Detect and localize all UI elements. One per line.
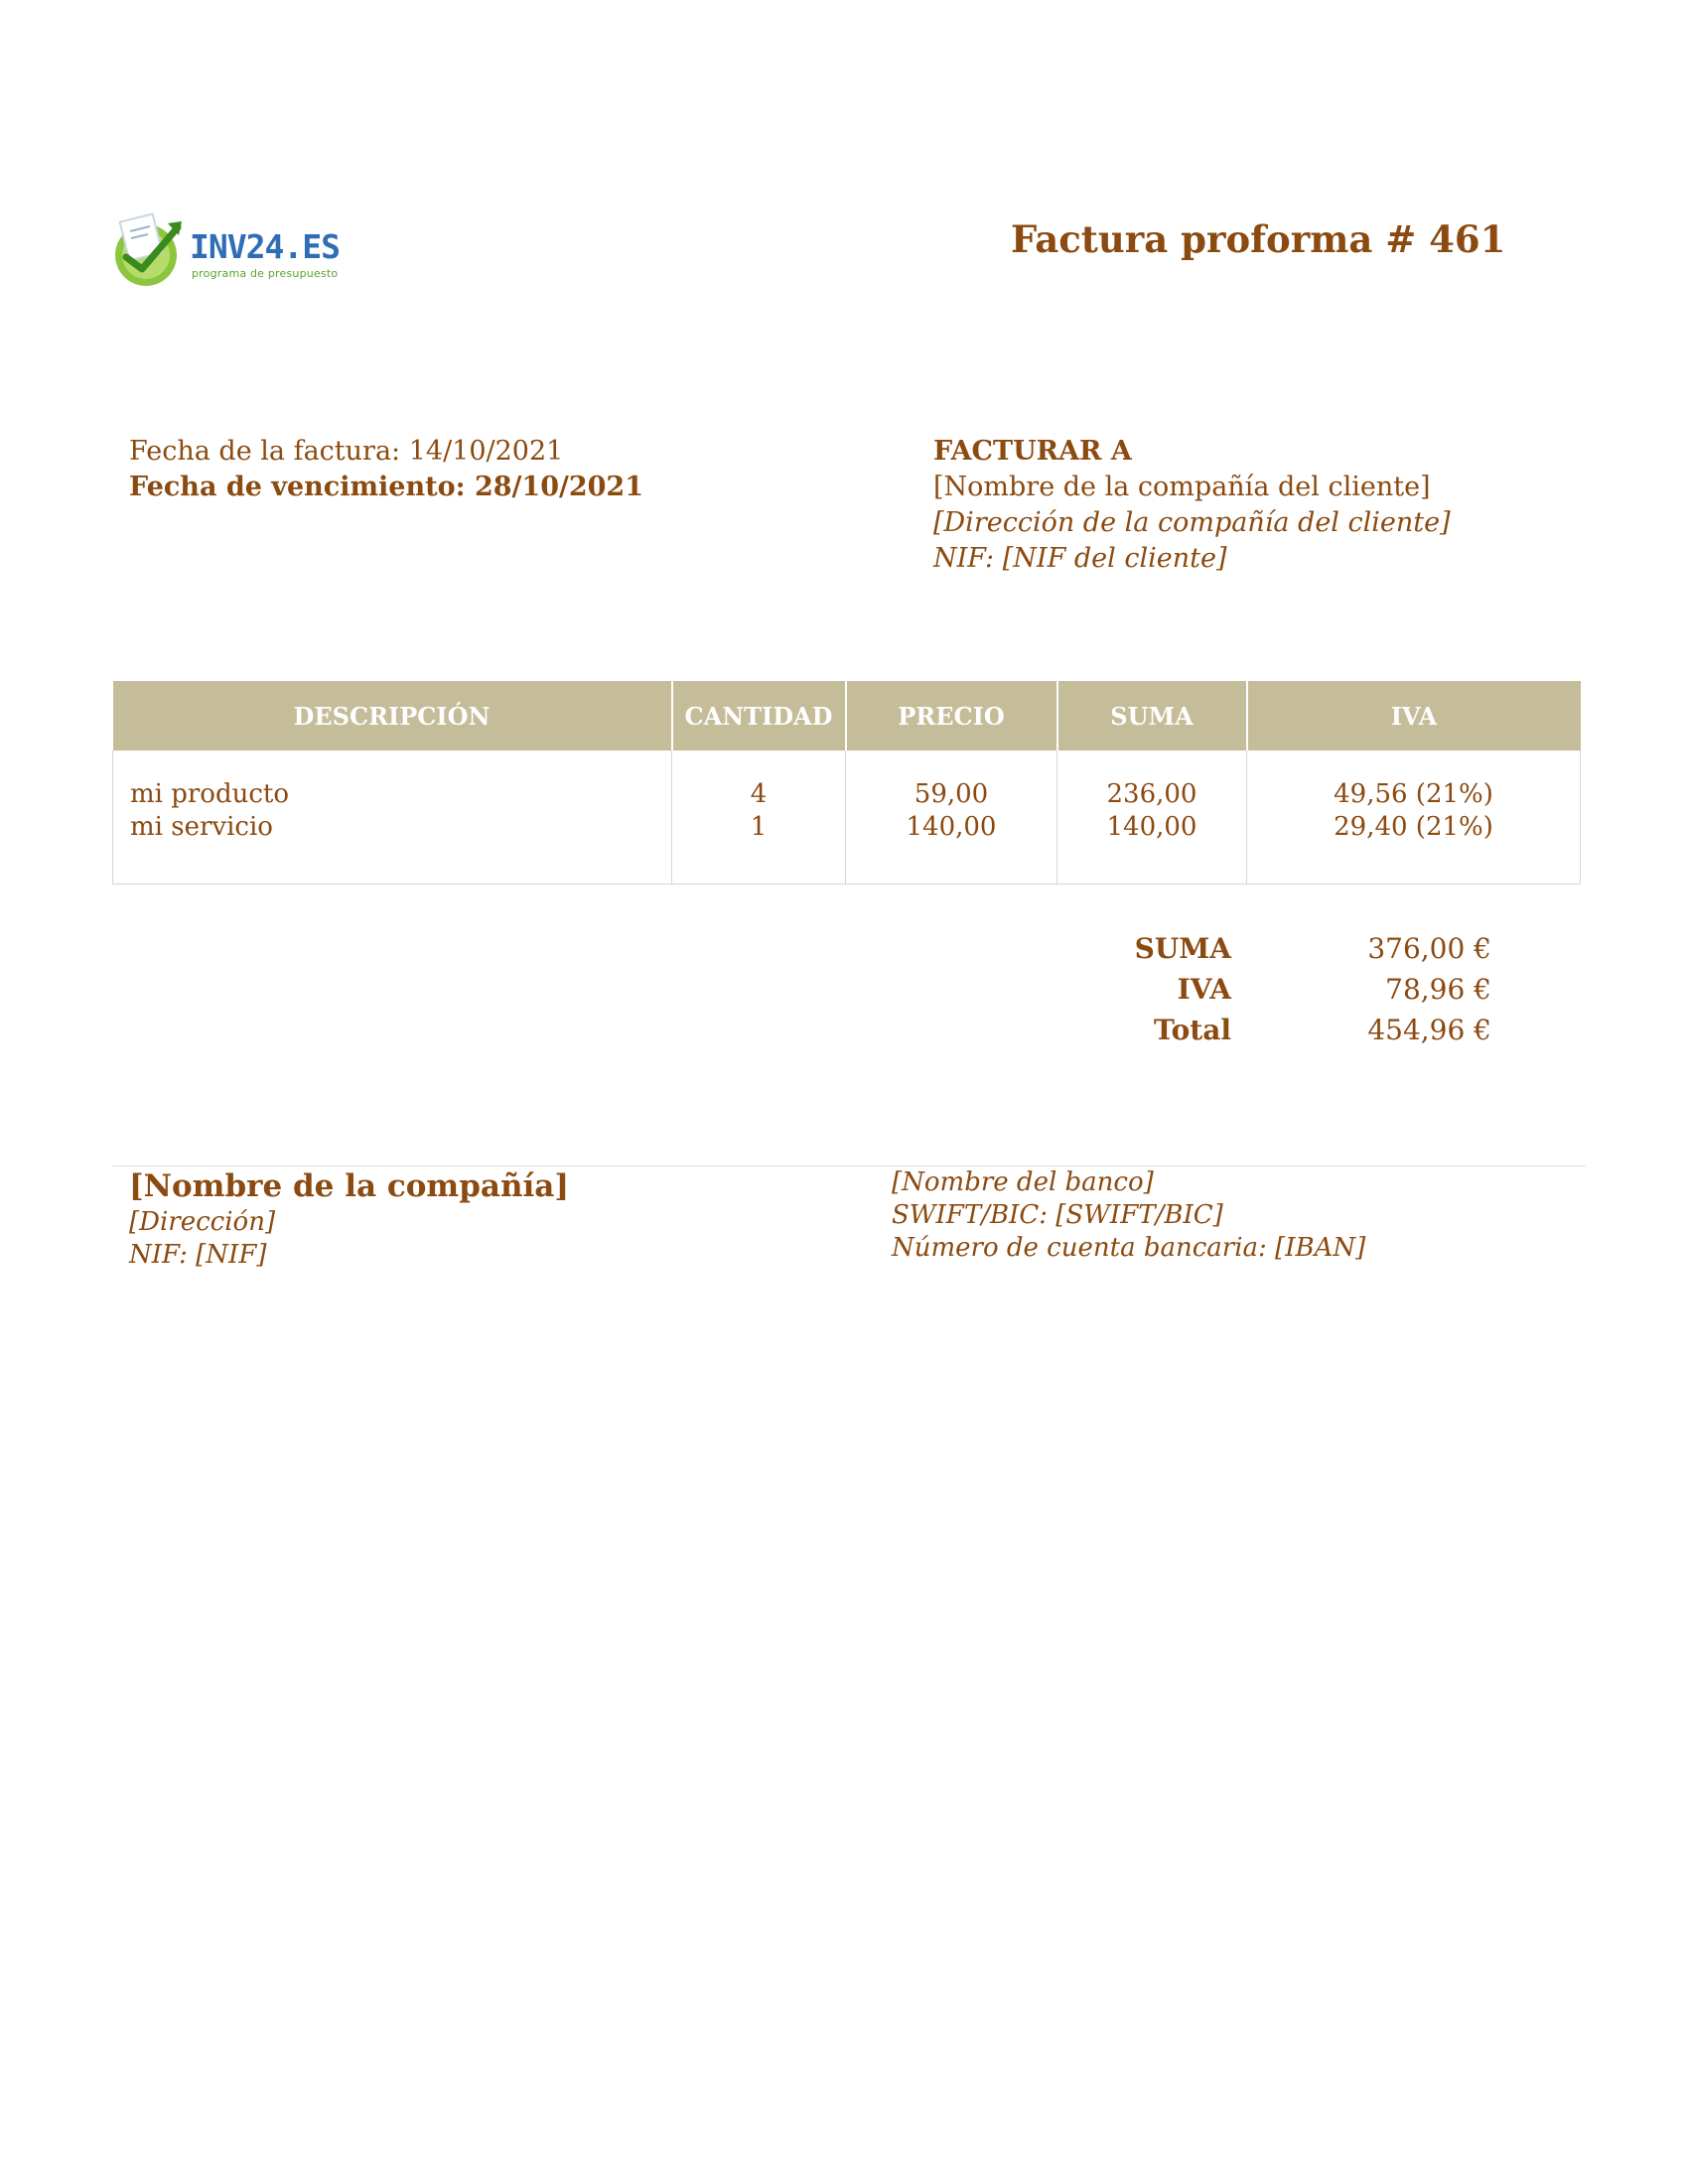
invoice-date: Fecha de la factura: 14/10/2021 bbox=[129, 436, 564, 467]
column-header-sum: SUMA bbox=[1057, 681, 1247, 751]
bank-name: [Nombre del banco] bbox=[892, 1167, 1154, 1197]
items-table bbox=[112, 681, 1581, 885]
item-description: mi servicio bbox=[130, 812, 273, 842]
sum-cell bbox=[1057, 751, 1247, 885]
vat-label: IVA bbox=[1177, 973, 1231, 1006]
column-header-description: DESCRIPCIÓN bbox=[113, 681, 672, 751]
totals-vat-row bbox=[1092, 969, 1509, 1010]
description-cell bbox=[113, 751, 672, 885]
item-price: 140,00 bbox=[906, 812, 997, 842]
due-date: Fecha de vencimiento: 28/10/2021 bbox=[129, 472, 643, 502]
item-sum: 140,00 bbox=[1106, 812, 1197, 842]
price-cell bbox=[846, 751, 1057, 885]
logo-tagline: programa de presupuesto bbox=[192, 267, 339, 280]
totals-total-row bbox=[1092, 1010, 1509, 1050]
client-address: [Dirección de la compañía del cliente] bbox=[933, 507, 1451, 538]
client-company: [Nombre de la compañía del cliente] bbox=[933, 472, 1431, 502]
table-row bbox=[113, 751, 1581, 885]
invoice-dates bbox=[129, 434, 643, 505]
company-nif: NIF: [NIF] bbox=[129, 1240, 267, 1270]
bill-to bbox=[933, 434, 1451, 577]
item-vat: 49,56 (21%) bbox=[1334, 779, 1493, 809]
item-sum: 236,00 bbox=[1106, 779, 1197, 809]
logo-check-icon bbox=[112, 211, 186, 289]
column-header-price: PRECIO bbox=[846, 681, 1057, 751]
company-info bbox=[129, 1166, 569, 1272]
logo bbox=[112, 211, 340, 291]
totals-sum-row bbox=[1092, 928, 1509, 969]
item-description: mi producto bbox=[130, 779, 290, 809]
item-vat: 29,40 (21%) bbox=[1334, 812, 1493, 842]
item-quantity: 4 bbox=[750, 779, 768, 809]
sum-label: SUMA bbox=[1134, 932, 1231, 965]
quantity-cell bbox=[672, 751, 846, 885]
logo-name: INV24.ES bbox=[190, 227, 340, 266]
column-header-vat: IVA bbox=[1247, 681, 1581, 751]
company-address: [Dirección] bbox=[129, 1207, 276, 1237]
table-header-row bbox=[113, 681, 1581, 751]
sum-value: 376,00 € bbox=[1367, 932, 1491, 965]
company-name: [Nombre de la compañía] bbox=[129, 1168, 570, 1204]
bank-swift: SWIFT/BIC: [SWIFT/BIC] bbox=[892, 1200, 1223, 1230]
bank-iban: Número de cuenta bancaria: [IBAN] bbox=[892, 1233, 1366, 1263]
item-quantity: 1 bbox=[750, 812, 768, 842]
vat-value: 78,96 € bbox=[1385, 973, 1491, 1006]
bill-to-heading: FACTURAR A bbox=[933, 436, 1132, 467]
client-nif: NIF: [NIF del cliente] bbox=[933, 543, 1227, 574]
bank-info bbox=[892, 1166, 1365, 1265]
total-value: 454,96 € bbox=[1367, 1014, 1491, 1046]
vat-cell bbox=[1247, 751, 1581, 885]
totals bbox=[1092, 928, 1509, 1050]
invoice-title: Factura proforma # 461 bbox=[1011, 217, 1506, 261]
column-header-quantity: CANTIDAD bbox=[672, 681, 846, 751]
item-price: 59,00 bbox=[914, 779, 989, 809]
total-label: Total bbox=[1153, 1014, 1231, 1046]
